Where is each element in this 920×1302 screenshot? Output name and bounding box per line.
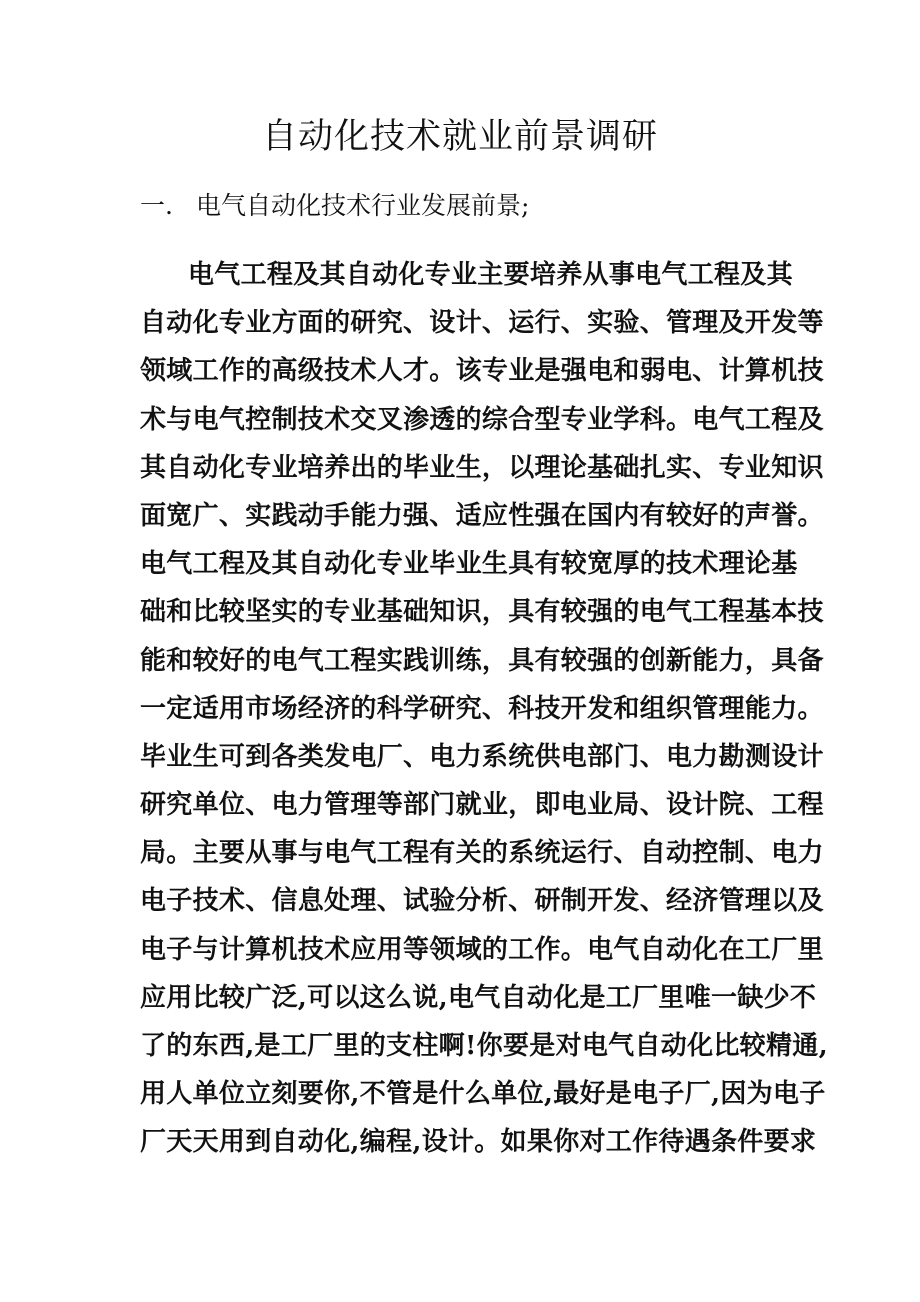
paragraph-line: 一定适用市场经济的科学研究、科技开发和组织管理能力。 [140, 693, 824, 724]
paragraph-line: 其自动化专业培养出的毕业生，以理论基础扎实、专业知识 [140, 452, 824, 483]
section-number: 一. [140, 191, 173, 220]
paragraph-line: 电子与计算机技术应用等领域的工作。电气自动化在工厂里 [140, 934, 824, 965]
paragraph-line: 研究单位、电力管理等部门就业，即电业局、设计院、工程 [140, 790, 824, 821]
paragraph-line: 毕业生可到各类发电厂、电力系统供电部门、电力勘测设计 [140, 741, 824, 772]
paragraph-line: 局。主要从事与电气工程有关的系统运行、自动控制、电力 [140, 838, 824, 869]
paragraph-line: 电子技术、信息处理、试验分析、研制开发、经济管理以及 [140, 886, 824, 917]
paragraph-line: 厂天天用到自动化,编程,设计。如果你对工作待遇条件要求 [140, 1127, 817, 1158]
paragraph-line: 面宽广、实践动手能力强、适应性强在国内有较好的声誉。 [140, 500, 824, 531]
paragraph-line: 用人单位立刻要你,不管是什么单位,最好是电子厂,因为电子 [140, 1079, 826, 1110]
paragraph-line: 术与电气控制技术交叉渗透的综合型专业学科。电气工程及 [140, 404, 824, 435]
paragraph-line: 电气工程及其自动化专业毕业生具有较宽厚的技术理论基 [140, 549, 798, 580]
paragraph-line: 电气工程及其自动化专业主要培养从事电气工程及其 [188, 260, 793, 290]
paragraph-line: 自动化专业方面的研究、设计、运行、实验、管理及开发等 [140, 308, 824, 339]
document-title: 自动化技术就业前景调研 [261, 117, 658, 157]
paragraph-line: 了的东西,是工厂里的支柱啊!你要是对电气自动化比较精通, [140, 1031, 828, 1061]
paragraph-line: 础和比较坚实的专业基础知识，具有较强的电气工程基本技 [140, 597, 824, 628]
body-paragraph [140, 251, 828, 1167]
paragraph-line: 应用比较广泛,可以这么说,电气自动化是工厂里唯一缺少不 [140, 982, 817, 1013]
paragraph-line: 领域工作的高级技术人才。该专业是强电和弱电、计算机技 [140, 356, 824, 387]
section-heading [140, 186, 529, 226]
section-heading-text: 电气自动化技术行业发展前景; [196, 191, 530, 220]
paragraph-line: 能和较好的电气工程实践训练，具有较强的创新能力，具备 [140, 645, 824, 676]
